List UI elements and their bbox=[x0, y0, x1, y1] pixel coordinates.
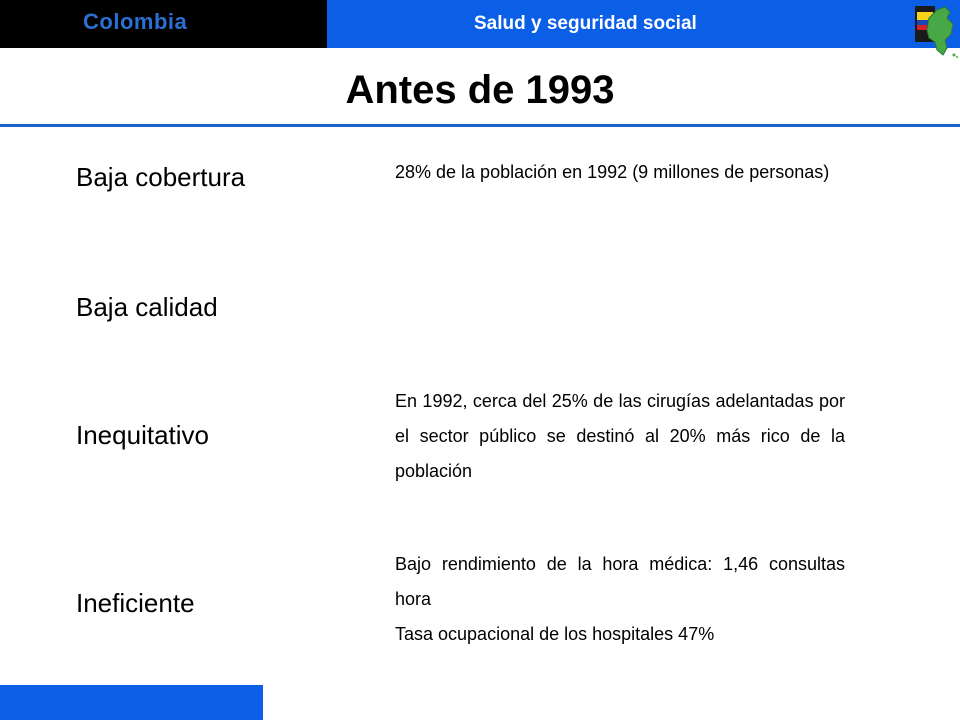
label-inequitativo: Inequitativo bbox=[76, 420, 209, 450]
header-country-label: Colombia bbox=[83, 9, 188, 34]
desc-inequitativo: En 1992, cerca del 25% de las cirugías adelantadas por el sector público se destinó al 20% más rico de la población bbox=[395, 391, 845, 481]
title-divider bbox=[0, 124, 960, 127]
slide-title: Antes de 1993 bbox=[345, 68, 615, 112]
desc-baja-cobertura: 28% de la población en 1992 (9 millones de personas) bbox=[395, 162, 830, 182]
label-baja-cobertura: Baja cobertura bbox=[76, 162, 246, 192]
desc-ineficiente-tasa-ocupacional: Tasa ocupacional de los hospitales 47% bbox=[395, 624, 715, 644]
label-ineficiente: Ineficiente bbox=[76, 588, 195, 618]
label-baja-calidad: Baja calidad bbox=[76, 292, 218, 322]
colombia-map-flag-icon bbox=[907, 0, 960, 60]
desc-ineficiente-hora-medica: Bajo rendimiento de la hora médica: 1,46 consultas hora bbox=[395, 554, 845, 609]
header-subject-label: Salud y seguridad social bbox=[474, 13, 697, 34]
footer-accent-bar bbox=[0, 685, 263, 720]
